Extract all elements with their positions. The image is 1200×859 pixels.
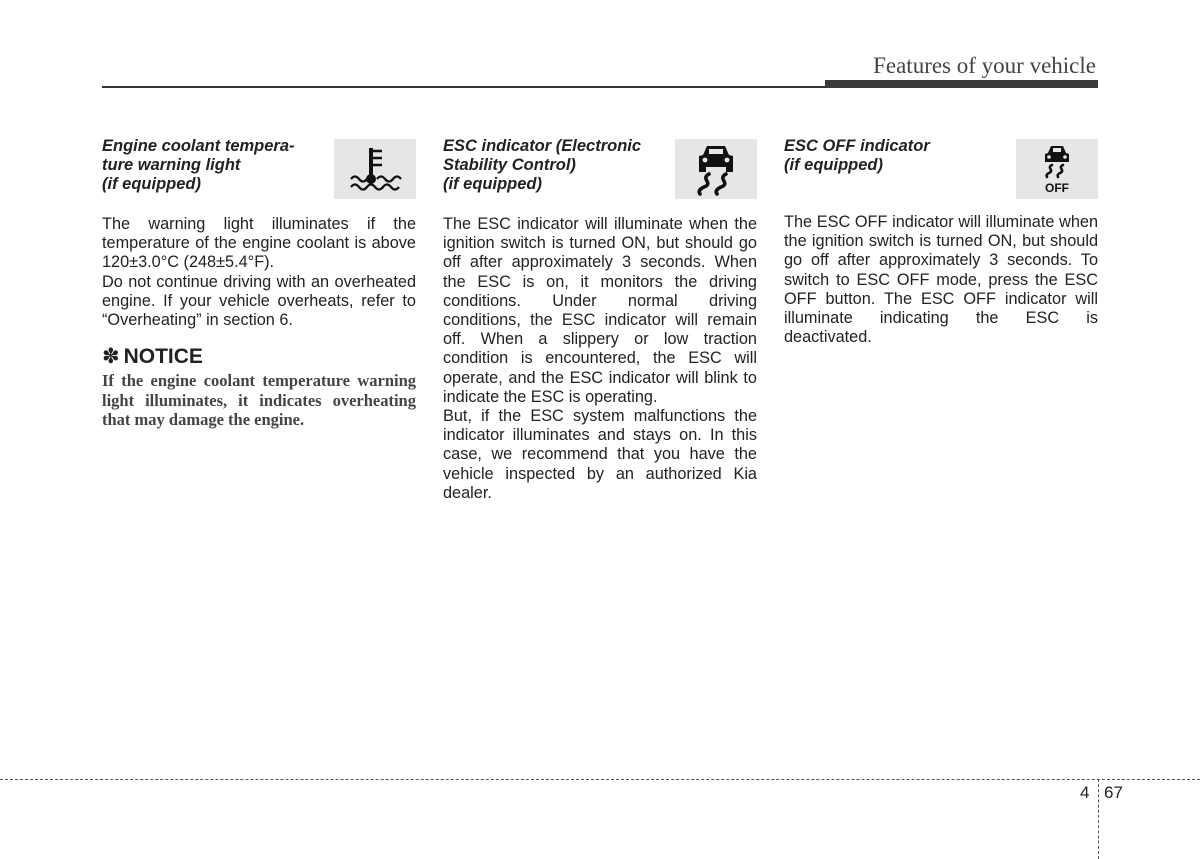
section-title-line: ture warning light — [102, 156, 241, 174]
notice-text: If the engine coolant temperature warning light illuminates, it indicates overheating that may damage the engine. — [102, 371, 416, 430]
section-title-line: (if equipped) — [784, 156, 883, 174]
paragraph: The warning light illuminates if the temperature of the engine coolant is above 120±3.0°C (248±5.4°F). — [102, 215, 416, 272]
page-header-title: Features of your vehicle — [873, 53, 1096, 78]
header-rule-accent — [825, 80, 1098, 88]
paragraph: But, if the ESC system malfunctions the indicator illuminates and stays on. In this case, we recommend that you have the vehicle inspected by an authorized Kia dealer. — [443, 407, 757, 502]
section-esc-indicator — [443, 137, 757, 503]
esc-off-icon — [1016, 139, 1098, 199]
notice-label: NOTICE — [123, 344, 203, 368]
section-title — [784, 137, 1009, 175]
footer-divider — [0, 779, 1200, 780]
coolant-temperature-icon — [334, 139, 416, 199]
section-esc-off-indicator — [784, 137, 1098, 347]
section-title — [443, 137, 668, 194]
section-body — [102, 215, 416, 330]
esc-off-icon-label: OFF — [1045, 181, 1069, 195]
section-engine-coolant — [102, 137, 416, 430]
section-title — [102, 137, 327, 194]
section-body — [443, 215, 757, 503]
paragraph: The ESC OFF indicator will illuminate when the ignition switch is turned ON, but should go off after approximately 3 seconds. To switch to ESC OFF mode, press the ESC OFF button. The ESC OFF indicator will illuminate indicating the ESC is deactivated. — [784, 213, 1098, 347]
chapter-number: 4 — [1080, 783, 1090, 802]
footer-vertical-divider — [1098, 779, 1099, 859]
section-body — [784, 213, 1098, 347]
page-number: 67 — [1104, 783, 1123, 802]
section-title-line: ESC OFF indicator — [784, 137, 930, 155]
section-title-line: Stability Control) — [443, 156, 576, 174]
paragraph: The ESC indicator will illuminate when the ignition switch is turned ON, but should go off after approximately 3 seconds. When the ESC is on, it monitors the driving conditions. Under normal driving conditions, the ESC indicator will remain off. When a slippery or low traction condition is encountered, the ESC will operate, and the ESC indicator will blink to indicate the ESC is operating. — [443, 215, 757, 406]
notice-heading — [102, 344, 416, 369]
section-title-line: (if equipped) — [443, 175, 542, 193]
section-title-line: Engine coolant tempera- — [102, 137, 295, 155]
notice-asterisk-icon: ✽ — [102, 345, 120, 369]
section-title-line: ESC indicator (Electronic — [443, 137, 642, 155]
section-title-line: (if equipped) — [102, 175, 201, 193]
esc-skid-car-icon — [675, 139, 757, 199]
paragraph: Do not continue driving with an overheated engine. If your vehicle overheats, refer to “Overheating” in section 6. — [102, 272, 416, 330]
